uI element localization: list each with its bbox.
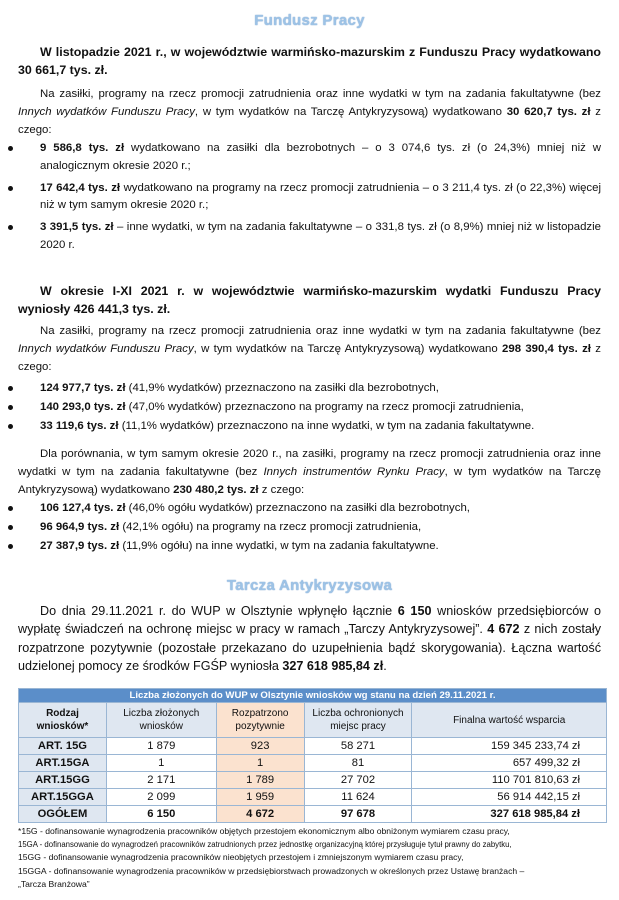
- table-header-jobs: Liczba ochronionych miejsc pracy: [304, 703, 412, 738]
- table-cell: 97 678: [304, 806, 412, 823]
- list-item-text: (11,1% wydatków) przeznaczono na inne wydatki, w tym na zadania fakultatywne.: [118, 419, 535, 432]
- paragraph-monthly-breakdown: [18, 86, 601, 139]
- table-cell: ART. 15G: [19, 738, 107, 755]
- list-item: [0, 140, 601, 176]
- italic-fragment: Innych wydatków Funduszu Pracy: [18, 342, 194, 355]
- table-row: [19, 755, 607, 772]
- list-item-text: (47,0% wydatków) przeznaczono na programy na rzecz promocji zatrudnienia,: [125, 400, 524, 413]
- footnote: 15GA - dofinansowanie do wynagrodzeń pracowników zatrudnionych przez jednostkę organizacyjną której przysługuje tytuł prawny do zabytku,: [18, 840, 512, 850]
- bold-amount: 124 977,7 tys. zł: [40, 382, 126, 394]
- period-summary-text: W okresie I-XI 2021 r. w województwie warmińsko-mazurskim wydatki Funduszu Pracy wyniosły: [18, 284, 601, 317]
- table-row: [19, 738, 607, 755]
- list-item-text: (11,9% ogółu) na inne wydatki, w tym na zadania fakultatywne.: [119, 539, 439, 552]
- table-cell: 1: [106, 755, 216, 772]
- period-summary-amount: 426 441,3 tys. zł.: [73, 302, 171, 317]
- text-fragment: z czego:: [18, 105, 601, 136]
- table-total-row: [19, 806, 607, 823]
- list-item-text: (42,1% ogółu) na programy na rzecz promocji zatrudnienia,: [119, 520, 422, 533]
- list-item-text: (41,9% wydatków) przeznaczono na zasiłki dla bezrobotnych,: [125, 382, 439, 394]
- table-footnotes: [18, 825, 608, 891]
- monthly-summary-text: W listopadzie 2021 r., w województwie warmińsko-mazurskim z Funduszu Pracy wydatkowano: [40, 45, 601, 59]
- table-header-submitted: Liczba złożonych wniosków: [106, 703, 216, 738]
- text-fragment: wniosków przedsiębiorców o wypłatę świadczeń na ochronę miejsc w pracy w ramach „Tarczy Antykryzysowej”.: [18, 604, 602, 637]
- bold-amount: 230 480,2 tys. zł: [173, 483, 259, 496]
- table-cell: ART.15GG: [19, 772, 107, 789]
- bold-amount: 33 119,6 tys. zł: [40, 419, 119, 432]
- paragraph-period-summary: [18, 282, 601, 319]
- text-fragment: Na zasiłki, programy na rzecz promocji zatrudnienia oraz inne wydatki w tym na zadania fakultatywne (bez: [40, 325, 601, 337]
- text-fragment: Dla porównania, w tym samym okresie 2020 r., na zasiłki, programy na rzecz promocji zatrudnienia oraz inne wydatki w tym na zadania fakultatywne (bez: [18, 448, 601, 478]
- bold-amount: 140 293,0 tys. zł: [40, 400, 126, 413]
- bold-amount: 3 391,5 tys. zł: [40, 221, 114, 234]
- table-cell: 110 701 810,63 zł: [412, 772, 607, 789]
- table-cell: 2 099: [106, 789, 216, 806]
- monthly-summary-amount: 30 661,7 tys. zł.: [18, 63, 108, 78]
- list-item: [0, 500, 601, 518]
- paragraph-comparison: [18, 446, 601, 499]
- table-cell: ART.15GA: [19, 755, 107, 772]
- text-fragment: , w tym wydatków na Tarczę Antykryzysową) wydatkowano: [18, 465, 601, 496]
- list-item: [0, 219, 601, 255]
- list-item-text: wydatkowano na programy na rzecz promocji zatrudnienia – o 3 211,4 tys. zł (o 22,3%) więcej niż w tym samym okresie 2020 r.;: [40, 181, 601, 212]
- table-cell: 923: [216, 738, 304, 755]
- paragraph-period-breakdown: [18, 323, 601, 376]
- table-cell: 58 271: [304, 738, 412, 755]
- list-item: [0, 418, 601, 436]
- table-caption: Liczba złożonych do WUP w Olsztynie wniosków wg stanu na dzień 29.11.2021 r.: [19, 689, 607, 703]
- table-cell: 6 150: [106, 806, 216, 823]
- table-header-type: Rodzaj wniosków*: [19, 703, 107, 738]
- bullet-list-comparison: [0, 500, 601, 555]
- table-cell: 1 959: [216, 789, 304, 806]
- table-cell: 1 789: [216, 772, 304, 789]
- list-item: [0, 180, 601, 216]
- table-row: [19, 772, 607, 789]
- text-fragment: z czego:: [18, 342, 601, 373]
- list-item-text: – inne wydatki, w tym na zadania fakultatywne – o 331,8 tys. zł (o 8,9%) mniej niż w listopadzie 2020 r.: [40, 221, 601, 251]
- list-item: [0, 519, 601, 537]
- applications-table: [18, 688, 607, 823]
- text-fragment: Do dnia 29.11.2021 r. do WUP w Olsztynie wpłynęło łącznie: [40, 604, 398, 618]
- section-title-tarcza: Tarcza Antykryzysowa: [226, 577, 393, 594]
- table-cell: 2 171: [106, 772, 216, 789]
- bullet-list-monthly: [0, 140, 601, 255]
- list-item: [0, 538, 601, 556]
- table-cell: 11 624: [304, 789, 412, 806]
- table-cell: 1 879: [106, 738, 216, 755]
- paragraph-tarcza: [18, 602, 601, 676]
- text-fragment: z czego:: [258, 483, 305, 496]
- table-cell: OGÓŁEM: [19, 806, 107, 823]
- text-fragment: , w tym wydatków na Tarczę Antykryzysową) wydatkowano: [193, 342, 503, 355]
- table-cell: ART.15GGA: [19, 789, 107, 806]
- bold-amount: 96 964,9 tys. zł: [40, 520, 120, 533]
- table-cell: 4 672: [216, 806, 304, 823]
- bold-amount: 106 127,4 tys. zł: [40, 502, 126, 514]
- table-cell: 657 499,32 zł: [412, 755, 607, 772]
- table-cell: 1: [216, 755, 304, 772]
- footnote: 15GGA - dofinansowanie wynagrodzenia pracowników w przedsiębiorstwach prowadzonych w określonych przez Ustawę branżach –: [18, 865, 525, 876]
- footnote: „Tarcza Branżowa”: [18, 878, 90, 889]
- bold-amount: 9 586,8 tys. zł: [40, 142, 125, 154]
- bullet-list-period: [0, 380, 601, 435]
- bold-amount: 298 390,4 tys. zł: [502, 342, 591, 355]
- text-fragment: Na zasiłki, programy na rzecz promocji zatrudnienia oraz inne wydatki w tym na zadania fakultatywne (bez: [40, 88, 601, 100]
- bold-number: 4 672: [487, 622, 520, 637]
- italic-fragment: Innych instrumentów Rynku Pracy: [263, 465, 445, 478]
- footnote: *15G - dofinansowanie wynagrodzenia pracowników objętych przestojem ekonomicznym albo obniżonym wymiarem czasu pracy,: [18, 826, 510, 836]
- list-item: [0, 399, 601, 417]
- section-title-fundusz-pracy: Fundusz Pracy: [254, 12, 365, 29]
- list-item: [0, 380, 601, 398]
- list-item-text: (46,0% ogółu wydatków) przeznaczono na zasiłki dla bezrobotnych,: [125, 502, 470, 514]
- italic-fragment: Innych wydatków Funduszu Pracy: [18, 105, 195, 118]
- table-cell: 56 914 442,15 zł: [412, 789, 607, 806]
- paragraph-monthly-summary: [18, 43, 601, 80]
- text-fragment: z nich zostały rozpatrzone pozytywnie (pozostałe przekazano do uzupełnienia bądź skorygowania). Łączna wartość udzielonej pomocy ze środków FGŚP wyniosła: [18, 622, 602, 674]
- table-cell: 327 618 985,84 zł: [412, 806, 607, 823]
- bold-amount: 30 620,7 tys. zł: [506, 105, 591, 118]
- bold-number: 6 150: [397, 604, 432, 618]
- bold-amount: 327 618 985,84 zł: [282, 659, 384, 674]
- table-cell: 27 702: [304, 772, 412, 789]
- list-item-text: wydatkowano na zasiłki dla bezrobotnych – o 3 074,6 tys. zł (o 24,3%) mniej niż w analogicznym okresie 2020 r.;: [40, 142, 601, 172]
- text-fragment: .: [383, 659, 387, 674]
- footnote: 15GG - dofinansowanie wynagrodzenia pracowników nieobjętych przestojem i zmniejszonym wymiarem czasu pracy,: [18, 852, 464, 863]
- bold-amount: 27 387,9 tys. zł: [40, 539, 120, 552]
- text-fragment: , w tym wydatków na Tarczę Antykryzysową) wydatkowano: [194, 105, 507, 118]
- table-cell: 81: [304, 755, 412, 772]
- table-cell: 159 345 233,74 zł: [412, 738, 607, 755]
- table-row: [19, 789, 607, 806]
- table-header-approved: Rozpatrzono pozytywnie: [216, 703, 304, 738]
- bold-amount: 17 642,4 tys. zł: [40, 181, 121, 194]
- table-header-value: Finalna wartość wsparcia: [412, 703, 607, 738]
